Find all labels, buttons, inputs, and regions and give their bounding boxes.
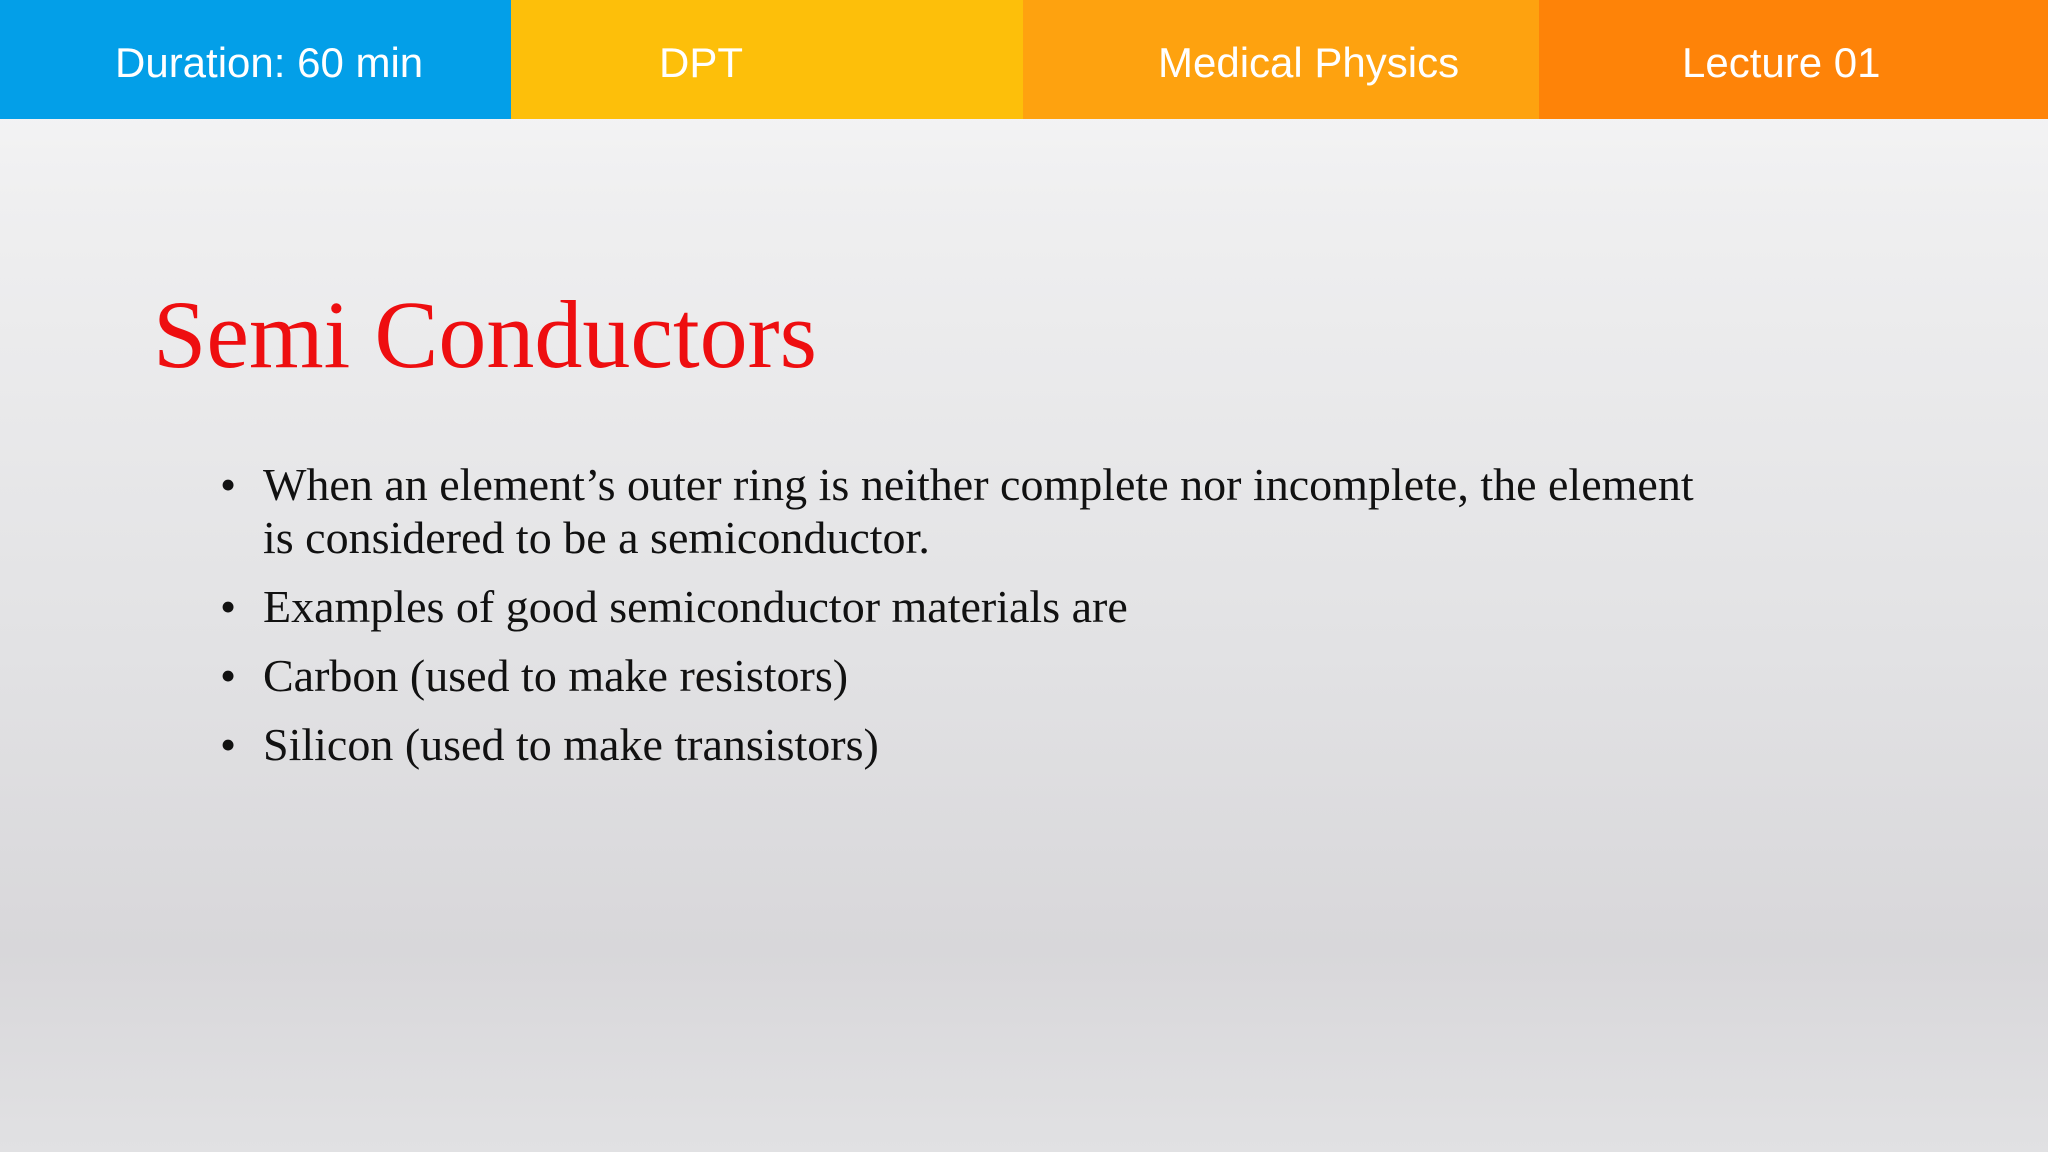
- header-lecture-segment: [1539, 0, 2048, 119]
- course-label: Medical Physics: [1158, 39, 1460, 86]
- duration-label: Duration: 60 min: [115, 39, 424, 86]
- department-label: DPT: [659, 39, 743, 86]
- bullet-point-icon: •: [220, 650, 237, 701]
- bullet-point-icon: •: [220, 581, 237, 632]
- bullet-list: [220, 458, 1720, 787]
- bullet-item: [220, 649, 1720, 702]
- bullet-text: Silicon (used to make transistors): [263, 719, 879, 770]
- header-department-segment: [511, 0, 1023, 119]
- bullet-item: [220, 458, 1720, 564]
- lecture-label: Lecture 01: [1682, 39, 1881, 86]
- bullet-text: Examples of good semiconductor materials are: [263, 581, 1128, 632]
- bullet-text: Carbon (used to make resistors): [263, 650, 849, 701]
- header-duration-segment: [0, 0, 511, 119]
- bullet-item: [220, 718, 1720, 771]
- bullet-point-icon: •: [220, 459, 237, 510]
- slide-title: Semi Conductors: [153, 281, 817, 388]
- header-bar: [0, 0, 2048, 119]
- bullet-item: [220, 580, 1720, 633]
- header-course-segment: [1023, 0, 1539, 119]
- bullet-text: When an element’s outer ring is neither complete nor incomplete, the element is considered to be a semiconductor.: [263, 459, 1694, 563]
- bullet-point-icon: •: [220, 719, 237, 770]
